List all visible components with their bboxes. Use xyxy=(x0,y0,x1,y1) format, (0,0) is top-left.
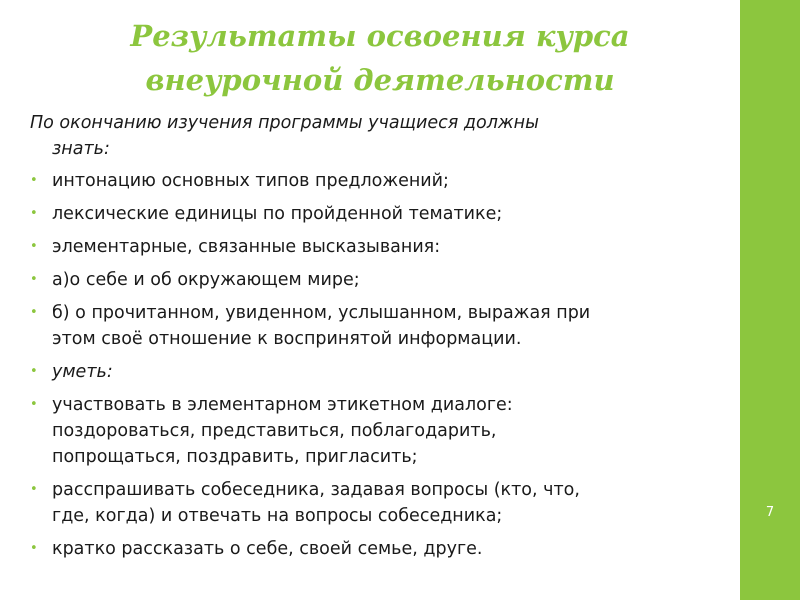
bullet-dot-icon: • xyxy=(30,364,38,379)
list-item-line: б) о прочитанном, увиденном, услышанном, выражая при xyxy=(52,303,591,323)
intro-line-2: знать: xyxy=(52,139,110,159)
bullet-dot-icon: • xyxy=(30,239,38,254)
list-item-line: расспрашивать собеседника, задавая вопросы (кто, что, xyxy=(52,480,580,500)
list-item-text xyxy=(52,201,730,227)
list-item-line: лексические единицы по пройденной тематике; xyxy=(52,204,503,224)
list-item-text xyxy=(52,392,730,470)
bullet-dot-icon: • xyxy=(30,272,38,287)
list-item-line: уметь: xyxy=(52,362,113,382)
list-item xyxy=(30,300,730,352)
bullet-list xyxy=(30,168,730,562)
slide-title xyxy=(30,14,730,102)
intro-line-1: По окончанию изучения программы учащиеся должны xyxy=(30,113,539,133)
list-item xyxy=(30,168,730,194)
list-item-text xyxy=(52,359,730,385)
list-item-line: поздороваться, представиться, поблагодарить, xyxy=(52,421,497,441)
list-item-line: участвовать в элементарном этикетном диалоге: xyxy=(52,395,513,415)
list-item xyxy=(30,477,730,529)
list-item xyxy=(30,201,730,227)
list-item-line: интонацию основных типов предложений; xyxy=(52,171,449,191)
bullet-dot-icon: • xyxy=(30,173,38,188)
slide-body xyxy=(30,110,730,569)
list-item xyxy=(30,536,730,562)
list-item xyxy=(30,234,730,260)
bullet-dot-icon: • xyxy=(30,482,38,497)
list-item-text xyxy=(52,300,730,352)
list-item-line: где, когда) и отвечать на вопросы собеседника; xyxy=(52,506,503,526)
list-item-text xyxy=(52,477,730,529)
bullet-dot-icon: • xyxy=(30,397,38,412)
bullet-dot-icon: • xyxy=(30,541,38,556)
title-line-1: Результаты освоения курса xyxy=(130,19,630,53)
list-item-line: этом своё отношение к воспринятой информации. xyxy=(52,329,522,349)
page-number: 7 xyxy=(765,505,775,520)
title-line-2: внеурочной деятельности xyxy=(145,63,615,97)
bullet-dot-icon: • xyxy=(30,206,38,221)
list-item xyxy=(30,267,730,293)
list-item-text xyxy=(52,536,730,562)
intro-text xyxy=(30,110,730,162)
list-item-line: кратко рассказать о себе, своей семье, друге. xyxy=(52,539,483,559)
list-item-text xyxy=(52,234,730,260)
list-item-line: элементарные, связанные высказывания: xyxy=(52,237,441,257)
list-item-line: попрощаться, поздравить, пригласить; xyxy=(52,447,418,467)
list-item-line: а)о себе и об окружающем мире; xyxy=(52,270,360,290)
list-item-skills-heading xyxy=(30,359,730,385)
list-item-text xyxy=(52,267,730,293)
list-item xyxy=(30,392,730,470)
list-item-text xyxy=(52,168,730,194)
bullet-dot-icon: • xyxy=(30,305,38,320)
